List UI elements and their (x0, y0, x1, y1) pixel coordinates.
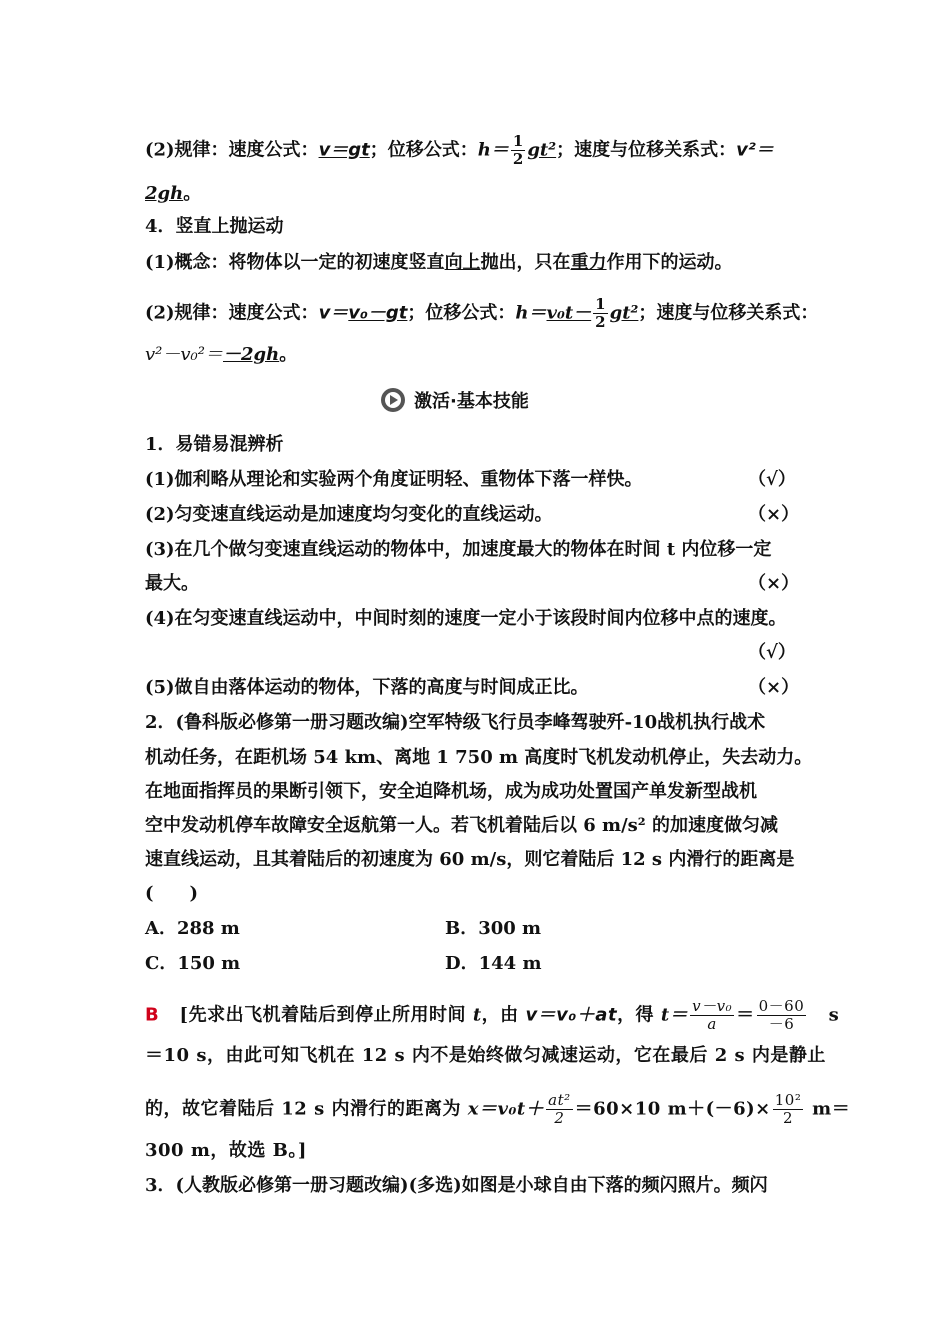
option-label: C． (145, 953, 178, 974)
relation-rhs: －2gh (223, 344, 280, 365)
h-formula-prefix: h＝ (515, 302, 547, 324)
judge-item-3-cont: 最大。 (145, 573, 199, 594)
question-text: 空军特级飞行员李峰驾驶歼-10战机执行战术 (408, 712, 766, 733)
option-label: A． (145, 918, 177, 939)
question-number: 3． (145, 1175, 176, 1196)
judge-mark-4: （√） (748, 642, 796, 663)
fraction-numeric (757, 998, 807, 1033)
concept-blank-gravity: 重力 (570, 252, 607, 273)
play-circle-icon (380, 387, 406, 413)
judge-heading: 1．易错易混辨析 (145, 434, 284, 455)
velocity-formula-rhs: v₀－gt (348, 302, 408, 324)
option-label: B． (445, 918, 479, 939)
displacement-label: ；位移公式： (407, 302, 516, 324)
concept-text-end: 作用下的运动。 (606, 252, 733, 273)
velocity-formula: v＝gt (318, 139, 370, 161)
half-fraction (593, 296, 607, 331)
option-label: D． (445, 953, 479, 974)
variable-t: t (472, 1004, 482, 1026)
solution-text: 的，故它着陆后 12 s 内滑行的距离为 (145, 1098, 468, 1120)
half-fraction (511, 133, 525, 168)
concept-text: (1)概念：将物体以一定的初速度竖直 (145, 252, 445, 273)
solution-line-4: 300 m，故选 B。] (145, 1140, 307, 1161)
q2-line-5: 速直线运动，且其着陆后的初速度为 60 m/s，则它着陆后 12 s 内滑行的距离是 (145, 849, 795, 870)
fraction-numerator: at² (548, 1091, 571, 1109)
option-value: 288 m (176, 918, 240, 939)
concept-text-mid: 抛出，只在 (480, 252, 571, 273)
unit-s: s (828, 1004, 840, 1026)
q2-line-4: 空中发动机停车故障安全返航第一人。若飞机着陆后以 6 m/s² 的加速度做匀减 (145, 815, 778, 836)
fraction-numerator: 1 (512, 132, 524, 150)
kinematics-formula: v＝v₀＋at (525, 1004, 618, 1026)
fraction-denominator: 2 (595, 313, 606, 331)
option-value: 300 m (478, 918, 542, 939)
fraction-denominator: a (707, 1015, 717, 1033)
solution-text: m＝ (805, 1098, 851, 1120)
fraction-numerator: 0－60 (758, 997, 805, 1015)
displacement-formula: x＝v₀t＋ (467, 1098, 545, 1120)
option-d (445, 952, 542, 976)
solution-text: [先求出飞机着陆后到停止所用时间 (179, 1004, 473, 1026)
judge-item-2: (2)匀变速直线运动是加速度均匀变化的直线运动。 (145, 504, 553, 525)
relation-rhs: 2gh (145, 183, 184, 204)
question-source: (鲁科版必修第一册习题改编) (175, 712, 409, 733)
judge-item-5: (5)做自由落体运动的物体，下落的高度与时间成正比。 (145, 677, 589, 698)
rule-label: (2)规律：速度公式： (145, 302, 319, 324)
judge-item-4: (4)在匀变速直线运动中，中间时刻的速度一定小于该段时间内位移中点的速度。 (145, 608, 787, 629)
section-heading (380, 387, 529, 413)
fraction-denominator: 2 (512, 150, 524, 168)
q2-line-1 (145, 711, 765, 735)
question-source: (人教版必修第一册习题改编) (175, 1175, 409, 1196)
relation-label: ；速度与位移关系式： (556, 139, 737, 161)
option-value: 150 m (177, 953, 241, 974)
fraction-denominator: 2 (554, 1109, 565, 1127)
vertical-throw-heading: 4．竖直上抛运动 (145, 216, 284, 237)
relation-label: ；速度与位移关系式： (638, 302, 819, 324)
vertical-throw-rule-line (145, 296, 818, 331)
fraction-at2-over-2 (546, 1092, 572, 1127)
fraction-numerator: 1 (595, 295, 606, 313)
option-b (445, 917, 541, 941)
option-c (145, 952, 240, 976)
question-text: (多选)如图是小球自由下落的频闪照片。频闪 (408, 1175, 768, 1196)
answer-letter: B (145, 1004, 160, 1026)
section-title: 激活·基本技能 (414, 391, 529, 412)
rule-label: (2)规律：速度公式： (145, 139, 319, 161)
option-a (145, 917, 240, 941)
judge-item-1: (1)伽利略从理论和实验两个角度证明轻、重物体下落一样快。 (145, 469, 643, 490)
solution-line-1 (145, 998, 839, 1033)
judge-mark-1: （√） (748, 469, 796, 490)
period: 。 (279, 344, 298, 365)
q2-line-2: 机动任务，在距机场 54 km、离地 1 750 m 高度时飞机发动机停止，失去动力。 (145, 747, 813, 768)
relation-lhs: v²＝ (736, 139, 774, 161)
h-formula-rhs-a: v₀t－ (546, 302, 592, 324)
vertical-throw-concept (145, 251, 733, 275)
q3-line-1 (145, 1174, 768, 1198)
fraction-v-minus-v0-over-a (690, 998, 734, 1033)
solution-text: ＝60×10 m＋(－6)× (574, 1098, 771, 1120)
q2-line-3: 在地面指挥员的果断引领下，安全迫降机场，成为成功处置国产单发新型战机 (145, 781, 757, 802)
judge-mark-2: （×） (748, 504, 800, 525)
fraction-denominator: 2 (783, 1109, 794, 1127)
relation-lhs: v²－v₀²＝ (145, 344, 223, 365)
judge-mark-3: （×） (748, 573, 800, 594)
displacement-label: ；位移公式： (369, 139, 478, 161)
concept-blank-upward: 向上 (444, 252, 481, 273)
h-formula-rhs: gt² (527, 139, 557, 161)
question-number: 2． (145, 712, 176, 733)
equals-sign: ＝ (736, 1004, 755, 1026)
t-equals: t＝ (660, 1004, 689, 1026)
vertical-throw-relation-line (145, 343, 297, 367)
h-formula-rhs-b: gt² (609, 302, 639, 324)
q2-line-6: ( ) (145, 883, 199, 904)
fraction-10sq-over-2 (773, 1092, 804, 1127)
fraction-numerator: v－v₀ (692, 997, 733, 1015)
solution-line-2: ＝10 s，由此可知飞机在 12 s 内不是始终做匀减速运动，它在最后 2 s 内是静止 (145, 1045, 826, 1066)
period: 。 (183, 183, 202, 204)
option-value: 144 m (478, 953, 542, 974)
solution-text: ，得 (617, 1004, 661, 1026)
solution-text: ，由 (481, 1004, 526, 1026)
judge-item-3: (3)在几个做匀变速直线运动的物体中，加速度最大的物体在时间 t 内位移一定 (145, 539, 772, 560)
h-formula-prefix: h＝ (477, 139, 509, 161)
fraction-denominator: －6 (768, 1015, 795, 1033)
judge-mark-5: （×） (748, 677, 800, 698)
velocity-formula-prefix: v＝ (318, 302, 349, 324)
solution-line-3 (145, 1092, 850, 1127)
fraction-numerator: 10² (774, 1091, 802, 1109)
free-fall-relation-line (145, 182, 201, 206)
free-fall-rule-line (145, 133, 774, 168)
